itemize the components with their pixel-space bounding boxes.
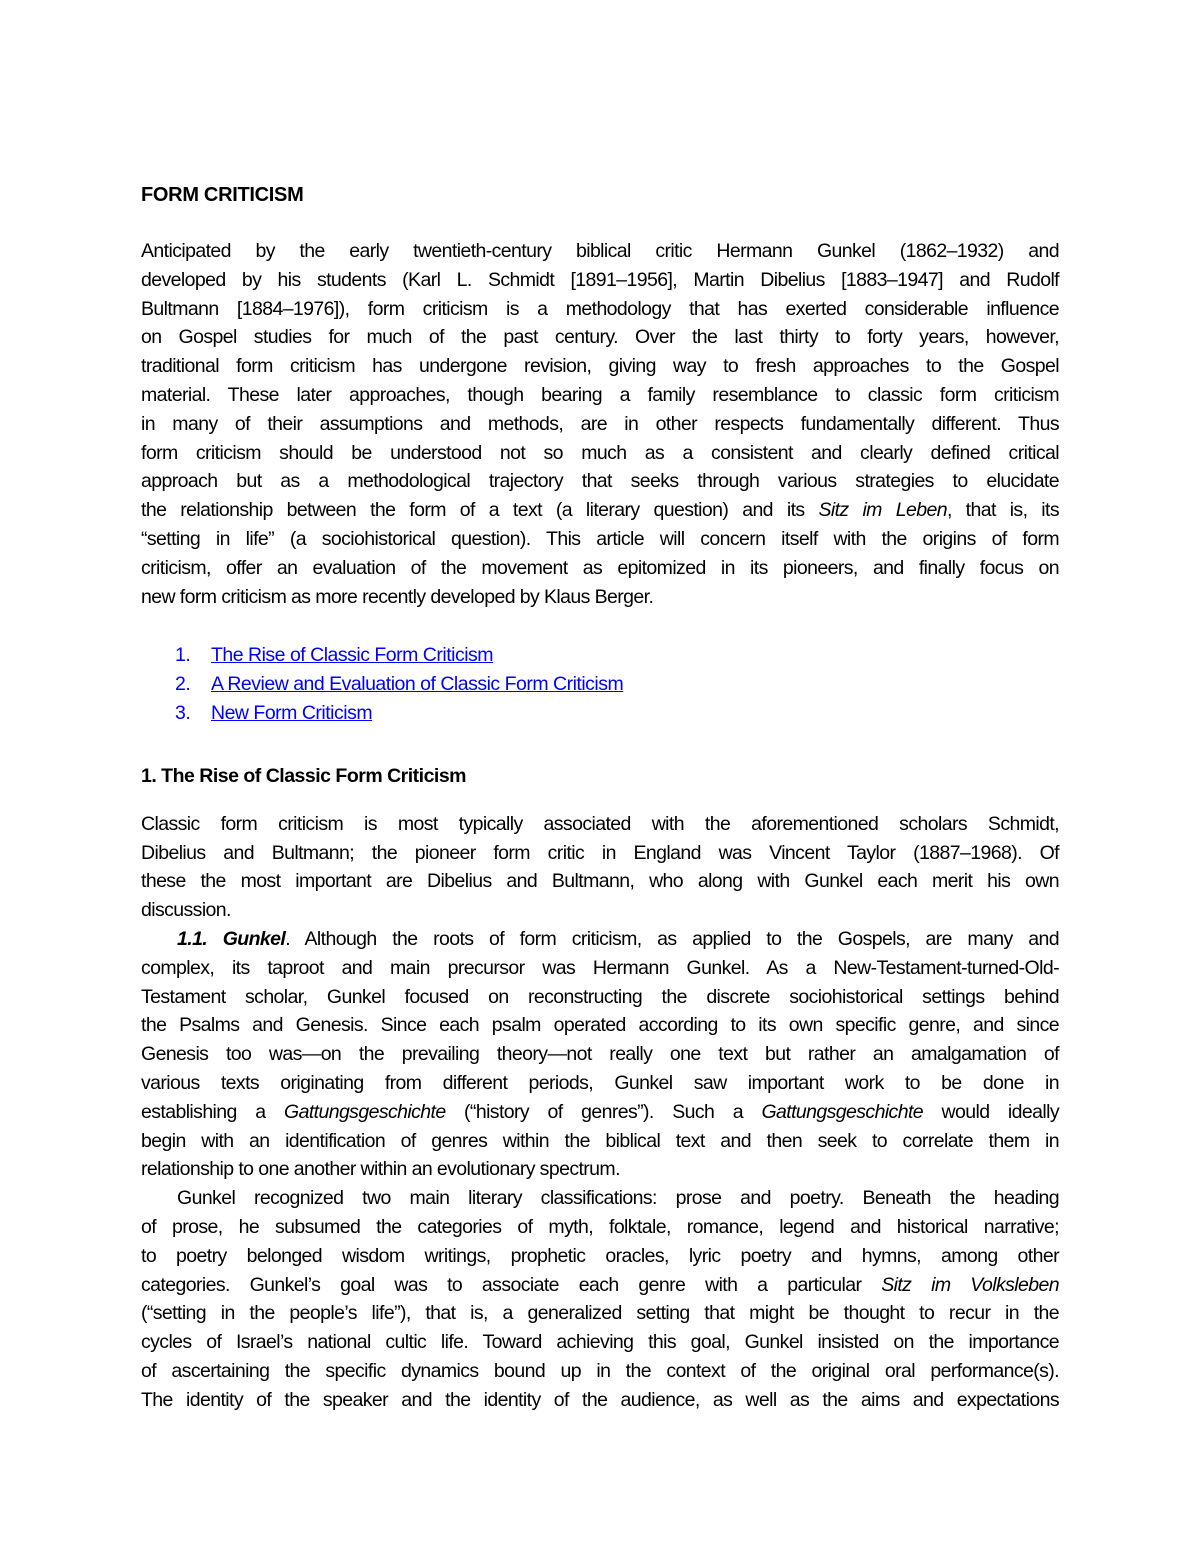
text-line: on Gospel studies for much of the past century. Over the last thirty to forty years, however, <box>141 326 1059 349</box>
text-line: in many of their assumptions and methods, are in other respects fundamentally different. Thus <box>141 412 1059 435</box>
table-of-contents <box>141 641 1059 727</box>
text-line: “setting in life” (a sociohistorical question). This article will concern itself with the origins of form <box>141 527 1059 550</box>
gunkel-paragraph <box>141 925 1059 1184</box>
italic-term-sitz-im-leben: Sitz im Leben <box>818 499 947 522</box>
toc-link-new[interactable]: 3. New Form Criticism <box>175 701 373 724</box>
toc-item-rise[interactable] <box>175 641 1059 670</box>
text-line: discussion. <box>141 899 231 922</box>
intro-paragraph <box>141 237 1059 611</box>
text-line: categories. Gunkel’s goal was to associate each genre with a particular Sitz im Volksleben <box>141 1273 1059 1296</box>
toc-item-review[interactable] <box>175 670 1059 699</box>
text-line <box>141 496 1059 525</box>
text-line: material. These later approaches, though bearing a family resemblance to classic form criticism <box>141 383 1059 406</box>
text-line: Bultmann [1884–1976]), form criticism is a methodology that has exerted considerable influence <box>141 297 1059 320</box>
text-line: of prose, he subsumed the categories of myth, folktale, romance, legend and historical narrative; <box>141 1215 1059 1238</box>
text-line: form criticism should be understood not so much as a consistent and clearly defined critical <box>141 441 1059 464</box>
text-line: Gunkel recognized two main literary classifications: prose and poetry. Beneath the heading <box>177 1187 1059 1210</box>
text-line: cycles of Israel’s national cultic life. Toward achieving this goal, Gunkel insisted on the importance <box>141 1331 1059 1354</box>
subsection-number: 1.1. <box>177 927 208 950</box>
toc-link-rise[interactable]: 1. The Rise of Classic Form Criticism <box>175 644 494 667</box>
text-line: traditional form criticism has undergone revision, giving way to fresh approaches to the Gospel <box>141 355 1059 378</box>
section-heading-rise: 1. The Rise of Classic Form Criticism <box>141 764 467 787</box>
text-line: complex, its taproot and main precursor was Hermann Gunkel. As a New-Testament-turned-Old- <box>141 956 1059 979</box>
text-line: The identity of the speaker and the identity of the audience, as well as the aims and expectations <box>141 1388 1059 1411</box>
text-line: Classic form criticism is most typically associated with the aforementioned scholars Schmidt, <box>141 812 1059 835</box>
text-line: to poetry belonged wisdom writings, prophetic oracles, lyric poetry and hymns, among other <box>141 1244 1059 1267</box>
text-line: of ascertaining the specific dynamics bound up in the context of the original oral performance(s). <box>141 1359 1059 1382</box>
toc-link-review[interactable]: 2. A Review and Evaluation of Classic Form Criticism <box>175 673 624 696</box>
text-line: Anticipated by the early twentieth-century biblical critic Hermann Gunkel (1862–1932) and <box>141 240 1059 262</box>
text-line: the Psalms and Genesis. Since each psalm operated according to its own specific genre, and since <box>141 1014 1059 1037</box>
subsection-name: Gunkel <box>222 927 286 950</box>
document-title: FORM CRITICISM <box>141 184 304 206</box>
text-line: new form criticism as more recently developed by Klaus Berger. <box>141 585 654 608</box>
text-line: approach but as a methodological trajectory that seeks through various strategies to elucidate <box>141 470 1059 493</box>
toc-item-new[interactable] <box>175 699 1059 728</box>
document-content <box>141 180 1059 1414</box>
section1-paragraph <box>141 810 1059 925</box>
italic-term-gattungsgeschichte: Gattungsgeschichte <box>761 1100 924 1123</box>
text-line: these the most important are Dibelius and Bultmann, who along with Gunkel each merit his own <box>141 870 1059 893</box>
text-line: begin with an identification of genres within the biblical text and then seek to correlate them in <box>141 1129 1059 1152</box>
text-line: developed by his students (Karl L. Schmidt [1891–1956], Martin Dibelius [1883–1947] and Rudolf <box>141 268 1059 291</box>
text-line: criticism, offer an evaluation of the movement as epitomized in its pioneers, and finally focus on <box>141 556 1059 579</box>
text-line: Dibelius and Bultmann; the pioneer form critic in England was Vincent Taylor (1887–1968). Of <box>141 841 1059 864</box>
italic-term-gattungsgeschichte: Gattungsgeschichte <box>284 1100 446 1123</box>
text-segment: , that is, its <box>946 499 1060 522</box>
italic-term-sitz-im-volksleben: Sitz im Volksleben <box>881 1273 1059 1296</box>
text-line: Genesis too was—on the prevailing theory—not really one text but rather an amalgamation of <box>141 1043 1059 1066</box>
text-line: various texts originating from different periods, Gunkel saw important work to be done in <box>141 1071 1059 1094</box>
text-line: establishing a Gattungsgeschichte (“history of genres”). Such a Gattungsgeschichte would ideally <box>141 1100 1060 1123</box>
gunkel-subheading-line <box>141 925 1059 954</box>
text-line: Testament scholar, Gunkel focused on reconstructing the discrete sociohistorical settings behind <box>141 985 1059 1008</box>
text-line: relationship to one another within an evolutionary spectrum. <box>141 1158 620 1181</box>
text-segment: the relationship between the form of a text (a literary question) and its <box>141 499 819 522</box>
text-line: (“setting in the people’s life”), that is, a generalized setting that might be thought to recur in the <box>141 1302 1059 1325</box>
text-segment: . Although the roots of form criticism, as applied to the Gospels, are many and <box>285 927 1059 950</box>
classifications-paragraph <box>141 1184 1059 1414</box>
